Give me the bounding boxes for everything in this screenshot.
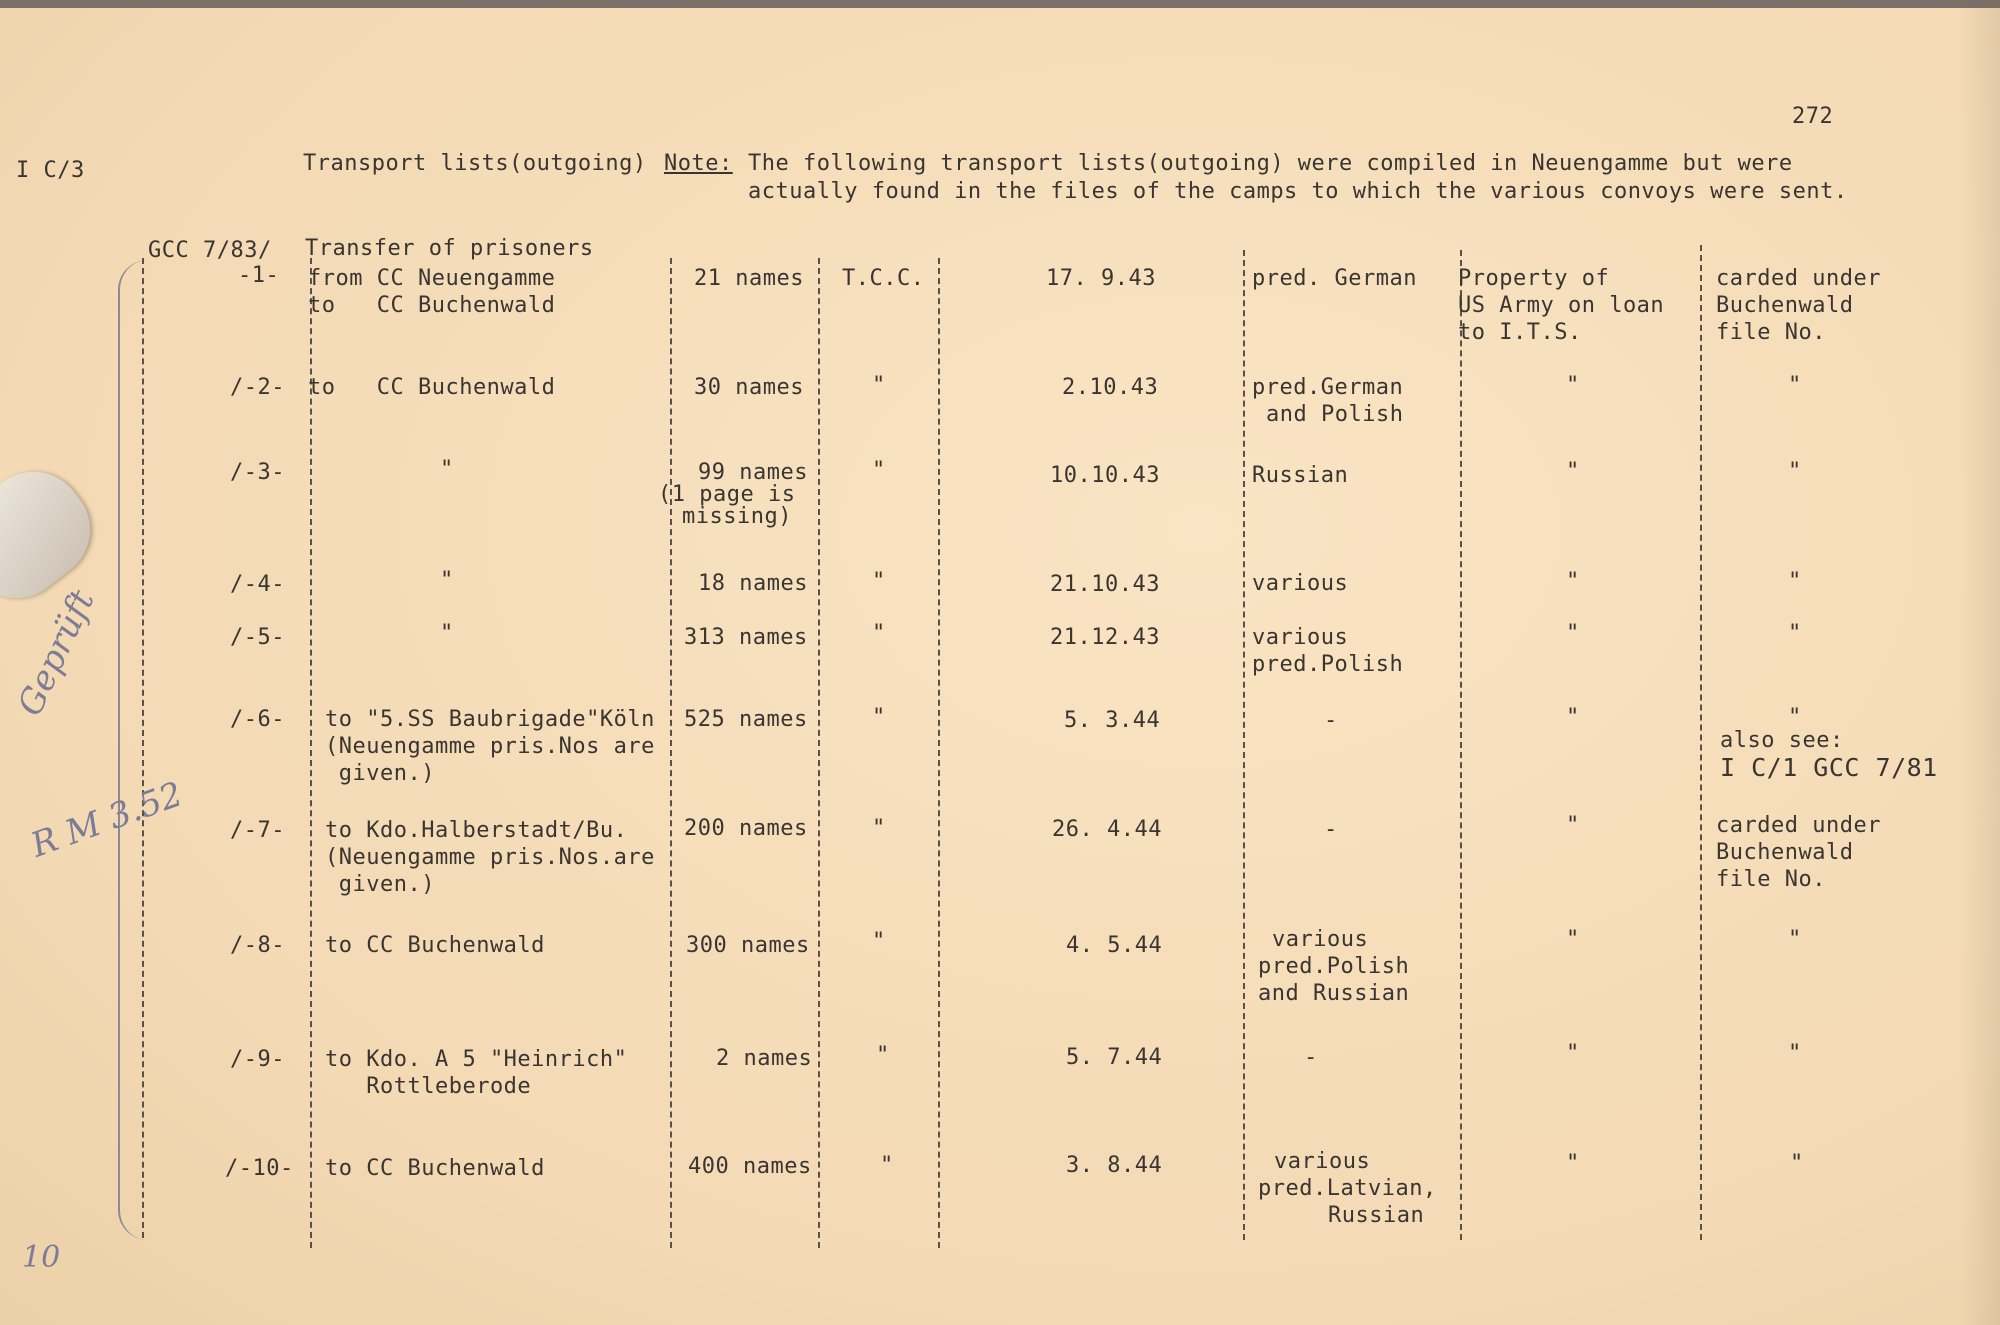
entry-nationality: - [1324,817,1338,842]
entry-property: " [1566,705,1580,730]
entry-destination: " [440,457,454,482]
entry-card: " [1788,621,1802,646]
entry-number: -1- [238,263,280,288]
entry-destination: to CC Buchenwald [308,375,556,400]
entry-date: 5. 3.44 [1064,708,1161,733]
entry-number: /-2- [230,375,285,400]
entry-number: /-4- [230,572,285,597]
entry-property: US Army on loan [1458,293,1665,318]
entry-card: carded under [1716,813,1881,838]
entry-destination: to CC Buchenwald [325,1156,545,1181]
entry-number: /-5- [230,625,285,650]
handwritten-note-checked: Geprüft [10,584,103,722]
entry-card: " [1790,1151,1804,1176]
entry-nationality: pred.Latvian, [1258,1176,1437,1201]
entry-number: /-9- [230,1047,285,1072]
entry-nationality: pred. German [1252,266,1417,291]
entry-names: 18 names [698,571,808,596]
entry-number: /-6- [230,707,285,732]
entry-number: /-10- [225,1156,294,1181]
entry-destination: given.) [325,872,435,897]
page-number: 272 [1792,104,1834,129]
column-rule [818,258,820,1248]
entry-nationality: pred.Polish [1258,954,1410,979]
entry-tcc: " [872,458,886,483]
note-line-2: actually found in the files of the camps to which the various convoys were sent. [748,179,1848,204]
entry-card: " [1788,459,1802,484]
entry-destination: to Kdo. A 5 "Heinrich" [325,1047,628,1072]
entry-nationality: and Russian [1258,981,1410,1006]
entry-card: " [1788,927,1802,952]
page-top-edge [0,0,2000,8]
entry-card: " [1788,569,1802,594]
entry-destination: (Neuengamme pris.Nos are [325,734,655,759]
entry-date: 10.10.43 [1050,463,1160,488]
entry-tcc: " [872,816,886,841]
column-rule [310,258,312,1248]
entry-nationality: - [1324,708,1338,733]
column-rule [142,258,144,1238]
entry-date: 3. 8.44 [1066,1153,1163,1178]
entry-card: Buchenwald [1716,840,1854,865]
entry-date: 21.12.43 [1050,625,1160,650]
entry-tcc: " [880,1153,894,1178]
entry-destination: " [440,621,454,646]
handwritten-initials: R M 3.52 [25,774,188,866]
entry-card: file No. [1716,867,1826,892]
entry-nationality: various [1252,571,1349,596]
entry-property: " [1566,813,1580,838]
entry-property: " [1566,1151,1580,1176]
entry-card: carded under [1716,266,1881,291]
entry-property: " [1566,373,1580,398]
document-title: Transport lists(outgoing) [303,151,647,176]
entry-names: 99 names [698,460,808,485]
entry-tcc: " [872,621,886,646]
entry-nationality: Russian [1328,1203,1425,1228]
entry-card: " [1788,705,1802,730]
entry-destination: " [440,568,454,593]
entry-date: 26. 4.44 [1052,817,1162,842]
entry-card: " [1788,1041,1802,1066]
entry-destination: to "5.SS Baubrigade"Köln [325,707,655,732]
column-rule [1460,250,1462,1240]
entry-nationality: various [1272,927,1369,952]
entry-nationality: pred.Polish [1252,652,1404,677]
column-rule [1243,250,1245,1240]
hand-drawn-bracket [118,260,150,1240]
column-rule [670,258,672,1248]
entry-date: 2.10.43 [1062,375,1159,400]
entry-date: 4. 5.44 [1066,933,1163,958]
entry-destination: (Neuengamme pris.Nos.are [325,845,655,870]
paper-clip [0,452,110,619]
entry-names: 300 names [686,933,810,958]
section-code: I C/3 [16,158,85,183]
entry-names: 400 names [688,1154,812,1179]
entry-number: /-3- [230,460,285,485]
entry-nationality: pred.German [1252,375,1404,400]
entry-names: 21 names [694,266,804,291]
entry-nationality: various [1252,625,1349,650]
entry-tcc: T.C.C. [842,266,925,291]
entry-names: 313 names [684,625,808,650]
entry-tcc: " [872,373,886,398]
entry-names-note: (1 page is [658,482,796,507]
entry-destination: to Kdo.Halberstadt/Bu. [325,818,628,843]
entry-tcc: " [872,929,886,954]
entry-tcc: " [872,569,886,594]
entry-card: Buchenwald [1716,293,1854,318]
entry-nationality: and Polish [1266,402,1404,427]
entry-names: 525 names [684,707,808,732]
entry-destination: to CC Buchenwald [308,293,556,318]
entry-card: file No. [1716,320,1826,345]
entry-tcc: " [872,705,886,730]
entry-nationality: Russian [1252,463,1349,488]
entry-nationality: various [1274,1149,1371,1174]
entry-property: " [1566,927,1580,952]
entry-names: 200 names [684,816,808,841]
entry-names: 30 names [694,375,804,400]
entry-property: " [1566,1041,1580,1066]
entry-card-reference: I C/1 GCC 7/81 [1720,753,1938,782]
entry-destination: given.) [325,761,435,786]
entry-card: also see: [1720,728,1844,753]
entry-names-note: missing) [682,504,792,529]
entry-property: " [1566,569,1580,594]
entry-date: 17. 9.43 [1046,266,1156,291]
entry-date: 21.10.43 [1050,572,1160,597]
page-right-shadow [1960,0,2000,1325]
entry-property: Property of [1458,266,1610,291]
entry-names: 2 names [716,1046,813,1071]
entry-property: " [1566,621,1580,646]
entry-tcc: " [876,1043,890,1068]
entry-nationality: - [1304,1045,1318,1070]
entry-property: " [1566,459,1580,484]
column-rule [1700,245,1702,1240]
entry-destination: Rottleberode [325,1074,532,1099]
note-label: Note: [664,151,733,176]
entry-date: 5. 7.44 [1066,1045,1163,1070]
column-rule [938,258,940,1248]
group-heading: Transfer of prisoners [305,236,594,261]
handwritten-number: 10 [22,1240,61,1275]
note-line-1: The following transport lists(outgoing) were compiled in Neuengamme but were [748,151,1793,176]
entry-destination: to CC Buchenwald [325,933,545,958]
entry-number: /-7- [230,818,285,843]
entry-card: " [1788,373,1802,398]
entry-destination: from CC Neuengamme [308,266,556,291]
entry-property: to I.T.S. [1458,320,1582,345]
entry-number: /-8- [230,933,285,958]
group-reference: GCC 7/83/ [148,238,272,263]
